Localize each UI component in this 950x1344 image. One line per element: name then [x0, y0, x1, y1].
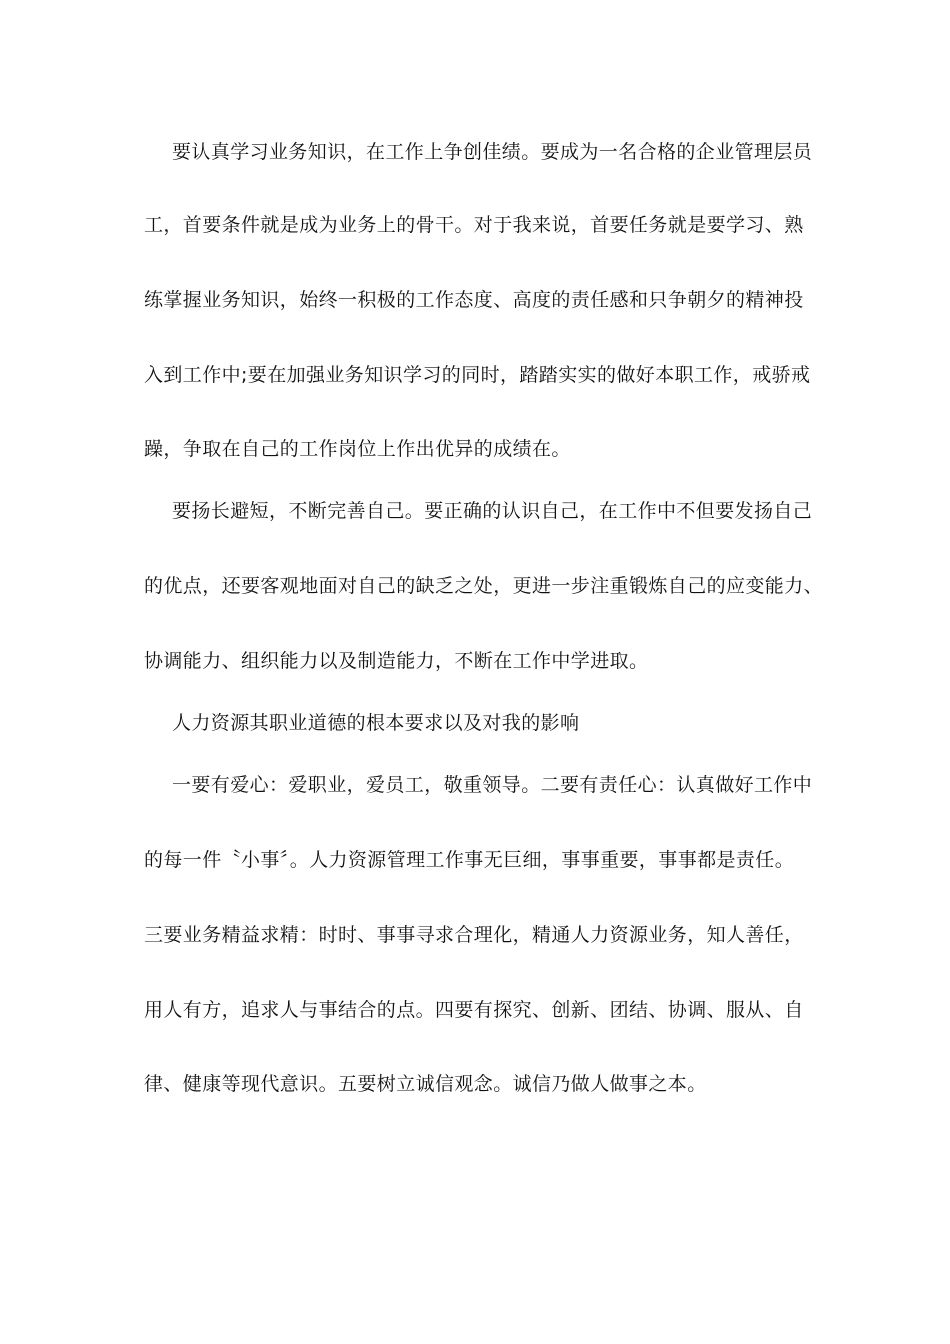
paragraph-1-line-3: 练掌握业务知识，始终一积极的工作态度、高度的责任感和只争朝夕的精神投	[144, 289, 804, 311]
paragraph-1-line-2: 工，首要条件就是成为业务上的骨干。对于我来说，首要任务就是要学习、熟	[144, 214, 804, 236]
paragraph-4-line-5: 律、健康等现代意识。五要树立诚信观念。诚信乃做人做事之本。	[144, 1073, 707, 1095]
paragraph-4-line-3: 三要业务精益求精：时时、事事寻求合理化，精通人力资源业务，知人善任，	[144, 924, 804, 946]
paragraph-1-line-4: 入到工作中;要在加强业务知识学习的同时，踏踏实实的做好本职工作，戒骄戒	[144, 364, 811, 386]
paragraph-1-line-1: 要认真学习业务知识，在工作上争创佳绩。要成为一名合格的企业管理层员	[172, 141, 813, 163]
paragraph-1-line-5: 躁，争取在自己的工作岗位上作出优异的成绩在。	[144, 438, 571, 460]
paragraph-4-line-2: 的每一件〝小事〞。人力资源管理工作事无巨细，事事重要，事事都是责任。	[144, 849, 795, 871]
section-heading: 人力资源其职业道德的根本要求以及对我的影响	[172, 712, 580, 734]
paragraph-2-line-2: 的优点，还要客观地面对自己的缺乏之处，更进一步注重锻炼自己的应变能力、	[144, 575, 824, 597]
paragraph-2-line-1: 要扬长避短，不断完善自己。要正确的认识自己，在工作中不但要发扬自己	[172, 500, 813, 522]
paragraph-4-line-1: 一要有爱心：爱职业，爱员工，敬重领导。二要有责任心：认真做好工作中	[172, 774, 813, 796]
paragraph-2-line-3: 协调能力、组织能力以及制造能力，不断在工作中学进取。	[144, 650, 649, 672]
paragraph-4-line-4: 用人有方，追求人与事结合的点。四要有探究、创新、团结、协调、服从、自	[144, 999, 804, 1021]
